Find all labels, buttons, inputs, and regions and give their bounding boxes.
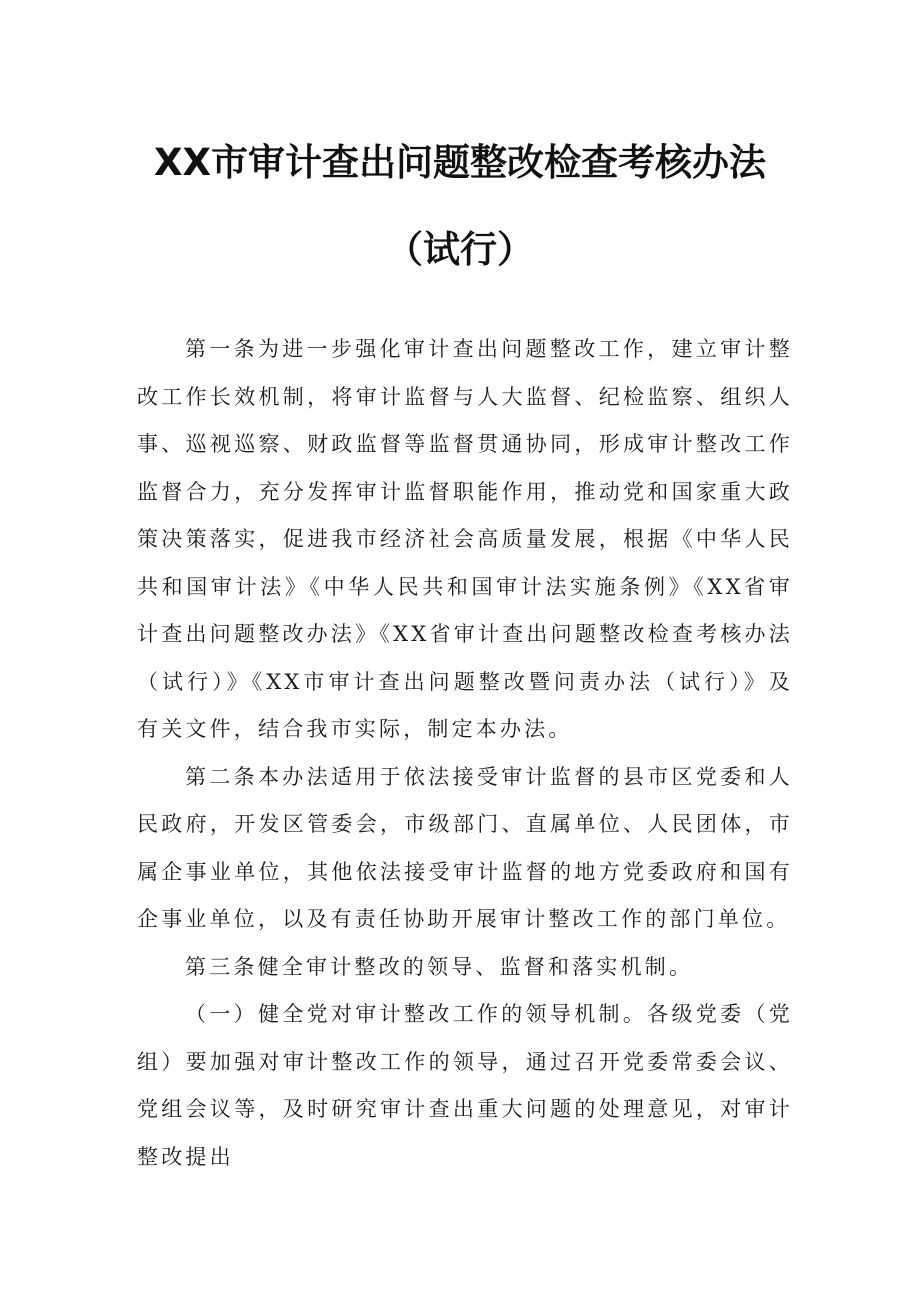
document-body <box>137 326 793 1181</box>
paragraph-article-1: 第一条为进一步强化审计查出问题整改工作，建立审计整改工作长效机制，将审计监督与人大监督、纪检监察、组织人事、巡视巡察、财政监督等监督贯通协同，形成审计整改工作监督合力，充分发挥审计监督职能作用，推动党和国家重大政策决策落实，促进我市经济社会高质量发展，根据《中华人民共和国审计法》《中华人民共和国审计法实施条例》《XX省审计查出问题整改办法》《XX省审计查出问题整改检查考核办法（试行）》《XX市审计查出问题整改暨问责办法（试行）》及有关文件，结合我市实际，制定本办法。 <box>137 337 793 741</box>
document-title: XX市审计查出问题整改检查考核办法 <box>153 141 767 184</box>
paragraph-article-3-item-1: （一）健全党对审计整改工作的领导机制。各级党委（党组）要加强对审计整改工作的领导，通过召开党委常委会议、党组会议等，及时研究审计查出重大问题的处理意见，对审计整改提出 <box>137 1002 793 1169</box>
document-subtitle: （试行） <box>386 228 534 271</box>
paragraph-article-2: 第二条本办法适用于依法接受审计监督的县市区党委和人民政府，开发区管委会，市级部门、直属单位、人民团体，市属企事业单位，其他依法接受审计监督的地方党委政府和国有企事业单位，以及有责任协助开展审计整改工作的部门单位。 <box>137 764 793 931</box>
paragraph-article-3: 第三条健全审计整改的领导、监督和落实机制。 <box>185 954 694 979</box>
